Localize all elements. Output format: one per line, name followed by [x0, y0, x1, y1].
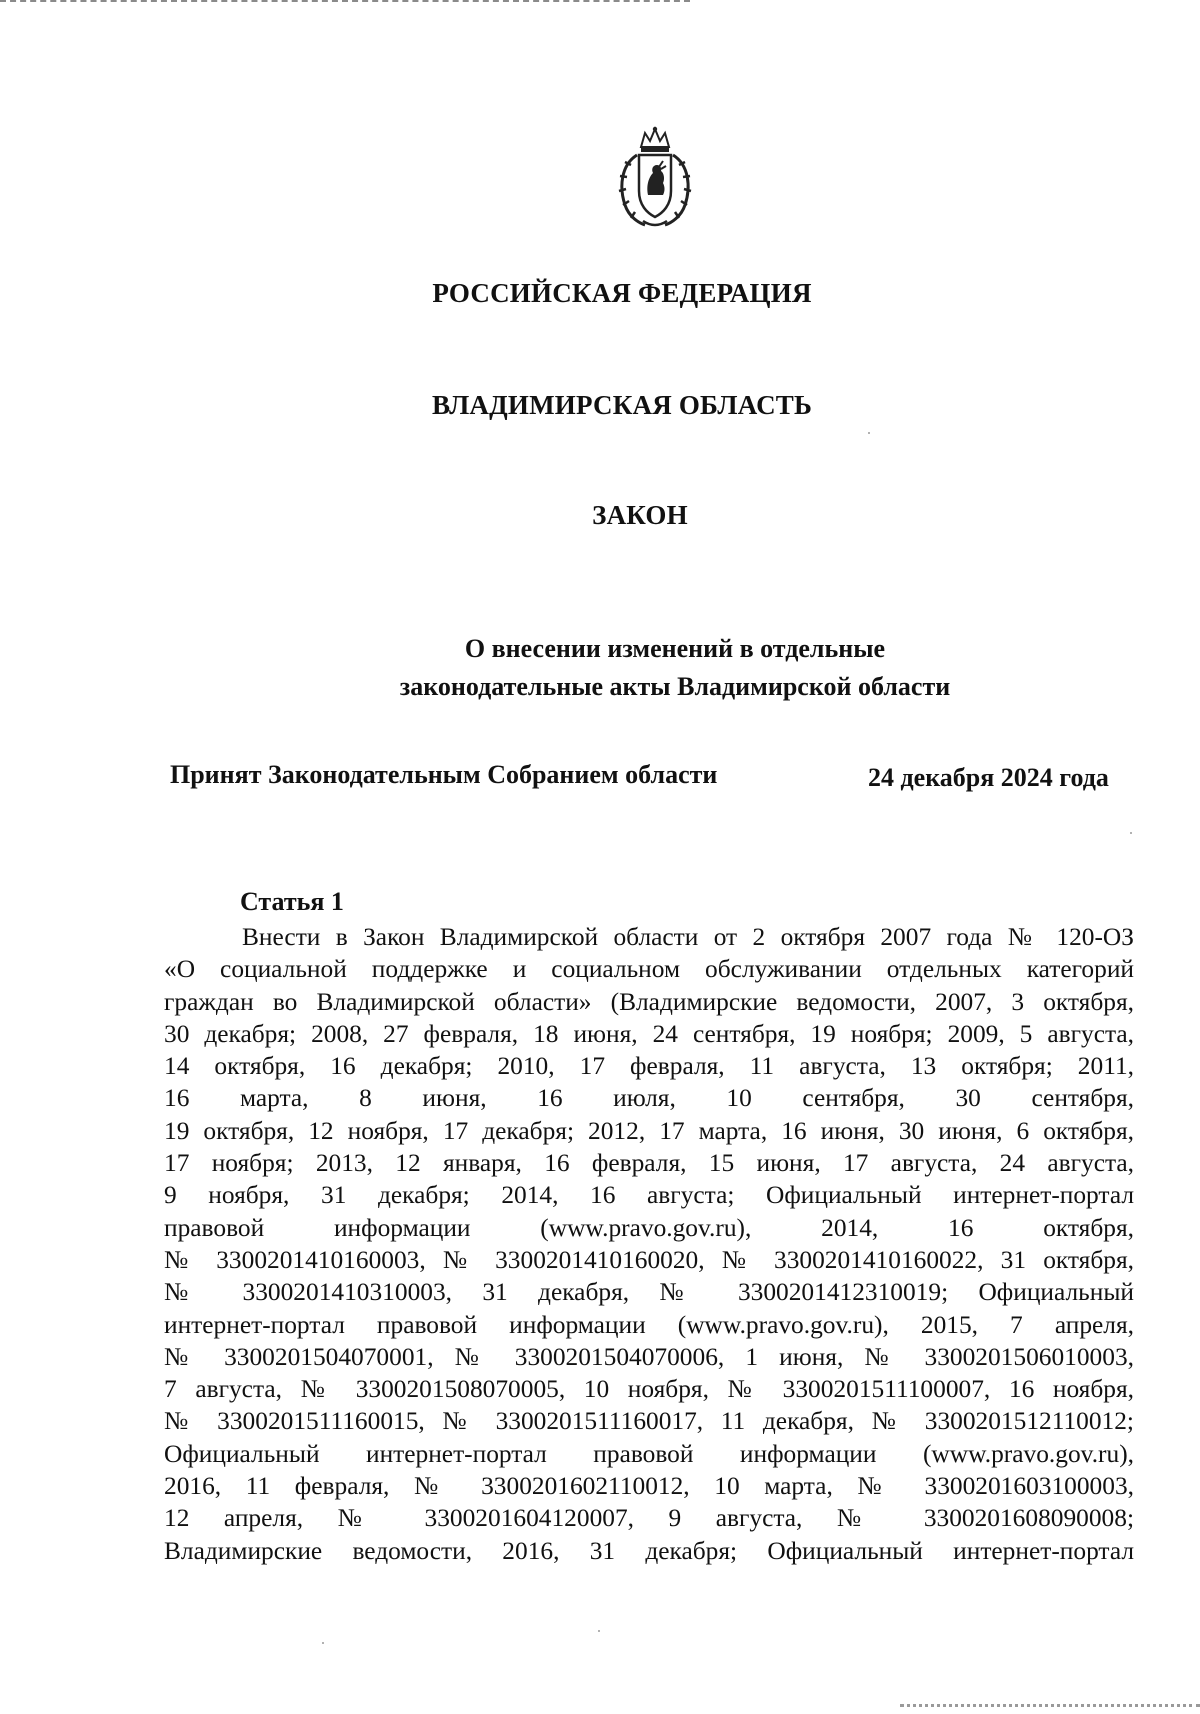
scan-speck — [868, 432, 870, 434]
article-line: 30 декабря; 2008, 27 февраля, 18 июня, 24 сентября, 19 ноября; 2009, 5 августа, — [164, 1019, 1134, 1048]
adoption-label: Принят Законодательным Собранием области — [170, 760, 718, 789]
scan-speck — [322, 1642, 324, 1644]
document-type-heading: ЗАКОН — [592, 500, 688, 530]
article-title: Статья 1 — [240, 887, 344, 916]
article-line: правовой информации (www.pravo.gov.ru), 2014, 16 октября, — [164, 1213, 1134, 1242]
article-line: интернет-портал правовой информации (www.pravo.gov.ru), 2015, 7 апреля, — [164, 1310, 1134, 1339]
article-line: № 3300201410160003, № 3300201410160020, № 3300201410160022, 31 октября, — [164, 1245, 1134, 1274]
article-line: № 3300201504070001, № 3300201504070006, 1 июня, № 3300201506010003, — [164, 1342, 1134, 1371]
article-line: 14 октября, 16 декабря; 2010, 17 февраля, 11 августа, 13 октября; 2011, — [164, 1052, 1134, 1081]
scan-speck — [1130, 832, 1132, 834]
article-line: 19 октября, 12 ноября, 17 декабря; 2012, 17 марта, 16 июня, 30 июня, 6 октября, — [164, 1116, 1134, 1145]
article-line: Владимирские ведомости, 2016, 31 декабря; Официальный интернет-портал — [164, 1536, 1134, 1565]
article-line: № 3300201410310003, 31 декабря, № 3300201412310019; Официальный — [164, 1278, 1134, 1307]
article-line: граждан во Владимирской области» (Владимирские ведомости, 2007, 3 октября, — [164, 987, 1134, 1016]
region-heading: ВЛАДИМИРСКАЯ ОБЛАСТЬ — [431, 390, 813, 420]
scan-speck — [598, 1630, 600, 1632]
article-line: № 3300201511160015, № 3300201511160017, 11 декабря, № 3300201512110012; — [164, 1407, 1134, 1436]
article-line: 17 ноября; 2013, 12 января, 16 февраля, 15 июня, 17 августа, 24 августа, — [164, 1149, 1134, 1178]
article-line: 9 ноября, 31 декабря; 2014, 16 августа; Официальный интернет-портал — [164, 1181, 1134, 1210]
federation-heading: РОССИЙСКАЯ ФЕДЕРАЦИЯ — [432, 278, 812, 308]
article-line: Внести в Закон Владимирской области от 2 октября 2007 года № 120-ОЗ — [242, 923, 1134, 951]
article-line: 2016, 11 февраля, № 3300201602110012, 10 марта, № 3300201603100003, — [164, 1472, 1134, 1501]
law-title-line-1: О внесении изменений в отдельные — [464, 634, 886, 663]
article-body — [164, 921, 1134, 1567]
article-line: Официальный интернет-портал правовой информации (www.pravo.gov.ru), — [164, 1439, 1134, 1468]
coat-of-arms-icon — [615, 125, 695, 230]
scan-edge-marks — [900, 1704, 1200, 1707]
law-title-line-2: законодательные акты Владимирской области — [399, 672, 951, 701]
article-line: «О социальной поддержке и социальном обслуживании отдельных категорий — [164, 955, 1134, 984]
adoption-date: 24 декабря 2024 года — [868, 763, 1109, 792]
article-line: 7 августа, № 3300201508070005, 10 ноября, № 3300201511100007, 16 ноября, — [164, 1375, 1134, 1404]
law-title — [0, 630, 1200, 706]
article-line: 16 марта, 8 июня, 16 июля, 10 сентября, 30 сентября, — [164, 1084, 1134, 1113]
scan-edge-line — [0, 0, 690, 2]
article-line: 12 апреля, № 3300201604120007, 9 августа, № 3300201608090008; — [164, 1504, 1134, 1533]
